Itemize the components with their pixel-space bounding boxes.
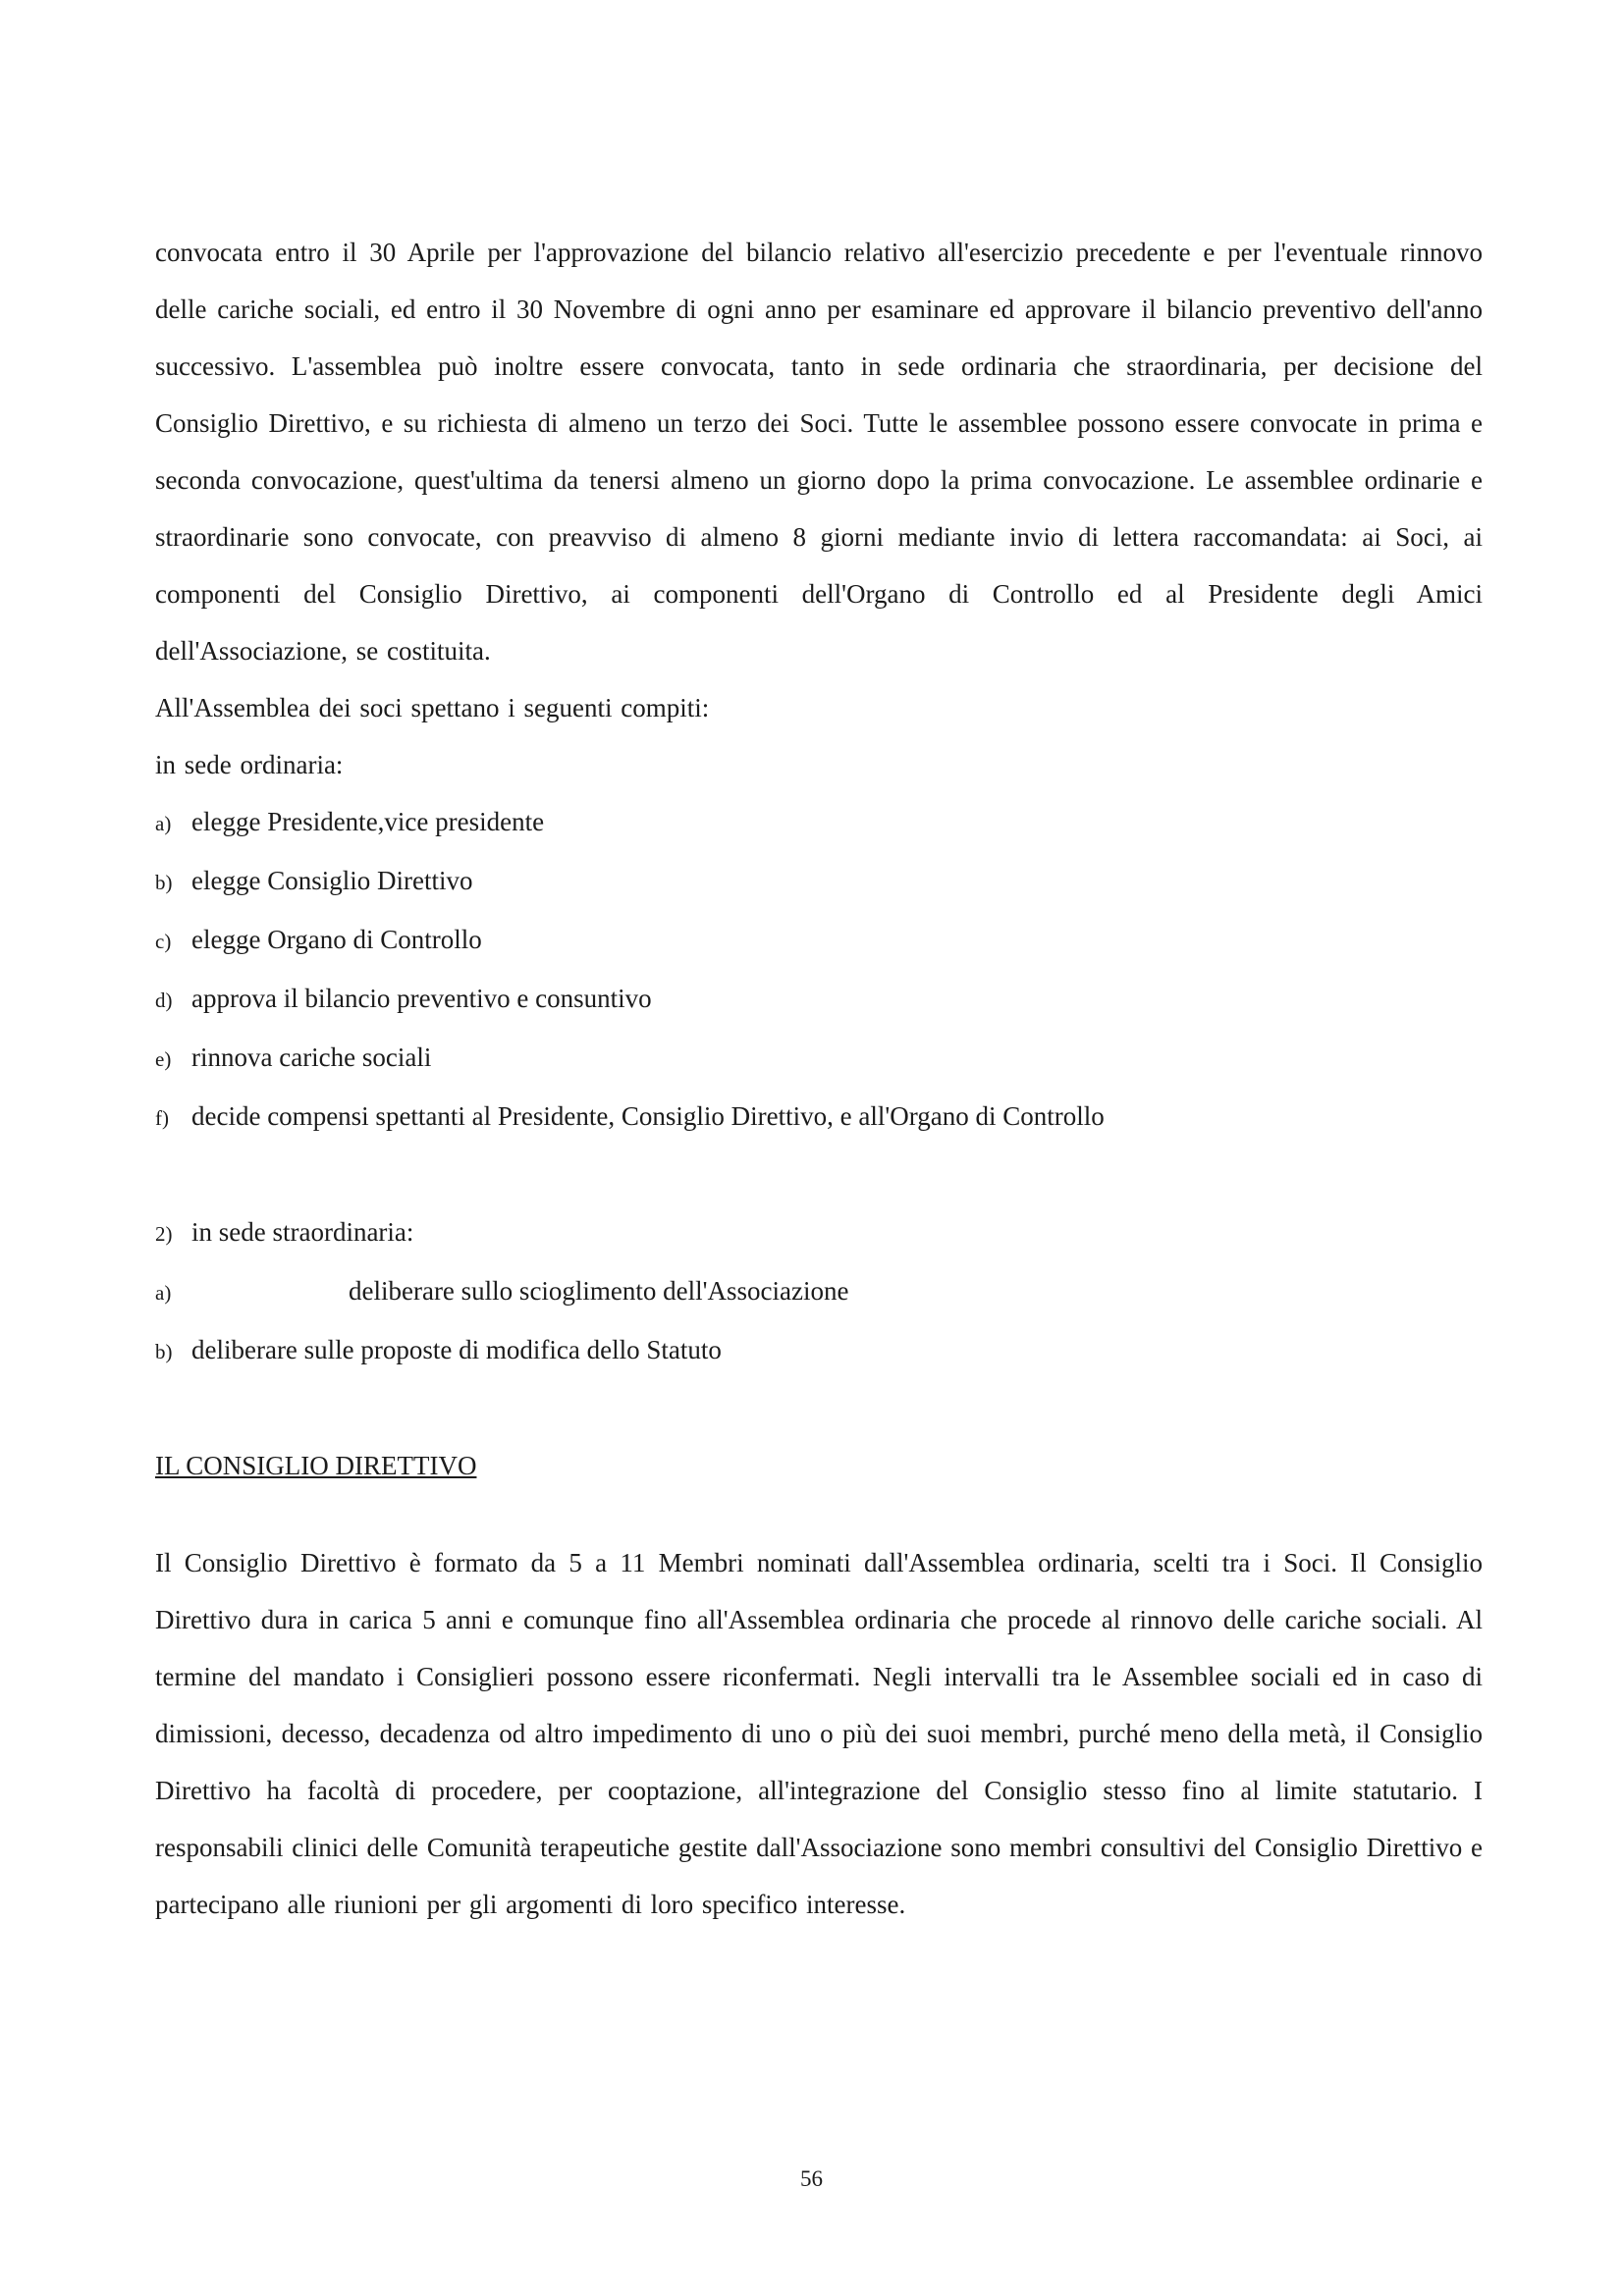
list-item-text-straordinaria-a: deliberare sullo scioglimento dell'Associazione bbox=[349, 1276, 849, 1306]
list-item-text-e: rinnova cariche sociali bbox=[191, 1042, 432, 1072]
list-marker-d: d) bbox=[155, 988, 173, 1012]
list-marker-c: c) bbox=[155, 930, 172, 953]
list-marker-b: b) bbox=[155, 871, 173, 894]
list-sede-ordinaria bbox=[155, 793, 1483, 1147]
list-marker-straordinaria-a: a) bbox=[155, 1281, 172, 1305]
straordinaria-header-text: in sede straordinaria: bbox=[191, 1217, 414, 1247]
list-item-text-f: decide compensi spettanti al Presidente, Consiglio Direttivo, e all'Organo di Controllo bbox=[191, 1101, 1105, 1131]
list-item-text-b: elegge Consiglio Direttivo bbox=[191, 866, 473, 895]
list-item-d bbox=[155, 970, 1483, 1029]
paragraph-assemblea: convocata entro il 30 Aprile per l'approvazione del bilancio relativo all'esercizio precedente e per l'eventuale rinnovo delle cariche sociali, ed entro il 30 Novembre di ogni anno per esaminare ed approvare il bilancio preventivo dell'anno successivo. L'assemblea può inoltre essere convocata, tanto in sede ordinaria che straordinaria, per decisione del Consiglio Direttivo, e su richiesta di almeno un terzo dei Soci. Tutte le assemblee possono essere convocate in prima e seconda convocazione, quest'ultima da tenersi almeno un giorno dopo la prima convocazione. Le assemblee ordinarie e straordinarie sono convocate, con preavviso di almeno 8 giorni mediante invio di lettera raccomandata: ai Soci, ai componenti del Consiglio Direttivo, ai componenti dell'Organo di Controllo ed al Presidente degli Amici dell'Associazione, se costituita. bbox=[155, 238, 1483, 666]
straordinaria-header-marker: 2) bbox=[155, 1222, 173, 1246]
list-sede-straordinaria bbox=[155, 1262, 1483, 1380]
list-item-text-straordinaria-b: deliberare sulle proposte di modifica dello Statuto bbox=[191, 1335, 722, 1364]
list-item-text-c: elegge Organo di Controllo bbox=[191, 925, 482, 954]
paragraph-consiglio-direttivo: Il Consiglio Direttivo è formato da 5 a 11 Membri nominati dall'Assemblea ordinaria, scelti tra i Soci. Il Consiglio Direttivo dura in carica 5 anni e comunque fino all'Assemblea ordinaria che procede al rinnovo delle cariche sociali. Al termine del mandato i Consiglieri possono essere riconfermati. Negli intervalli tra le Assemblee sociali ed in caso di dimissioni, decesso, decadenza od altro impedimento di uno o più dei suoi membri, purché meno della metà, il Consiglio Direttivo ha facoltà di procedere, per cooptazione, all'integrazione del Consiglio stesso fino al limite statutario. I responsabili clinici delle Comunità terapeutiche gestite dall'Associazione sono membri consultivi del Consiglio Direttivo e partecipano alle riunioni per gli argomenti di loro specifico interesse. bbox=[155, 1548, 1483, 1919]
list-item-f bbox=[155, 1088, 1483, 1147]
list-item-c bbox=[155, 911, 1483, 970]
list-item-straordinaria-b bbox=[155, 1321, 1483, 1380]
list-item-straordinaria-a bbox=[155, 1262, 1483, 1321]
list-item-e bbox=[155, 1029, 1483, 1088]
section-heading-consiglio-direttivo: IL CONSIGLIO DIRETTIVO bbox=[155, 1451, 477, 1480]
list-item-a bbox=[155, 793, 1483, 852]
list-item-text-d: approva il bilancio preventivo e consuntivo bbox=[191, 984, 652, 1013]
list-item-text-a: elegge Presidente,vice presidente bbox=[191, 807, 545, 836]
list-marker-straordinaria-b: b) bbox=[155, 1340, 173, 1363]
straordinaria-header bbox=[155, 1203, 1483, 1262]
list-marker-e: e) bbox=[155, 1047, 172, 1071]
line-sede-ordinaria: in sede ordinaria: bbox=[155, 750, 344, 779]
blank-line bbox=[155, 1147, 1483, 1203]
list-item-b bbox=[155, 852, 1483, 911]
line-compiti: All'Assemblea dei soci spettano i seguenti compiti: bbox=[155, 693, 710, 722]
list-marker-f: f) bbox=[155, 1106, 169, 1130]
page-number: 56 bbox=[800, 2166, 823, 2191]
list-marker-a: a) bbox=[155, 812, 172, 835]
blank-line bbox=[155, 1380, 1483, 1437]
